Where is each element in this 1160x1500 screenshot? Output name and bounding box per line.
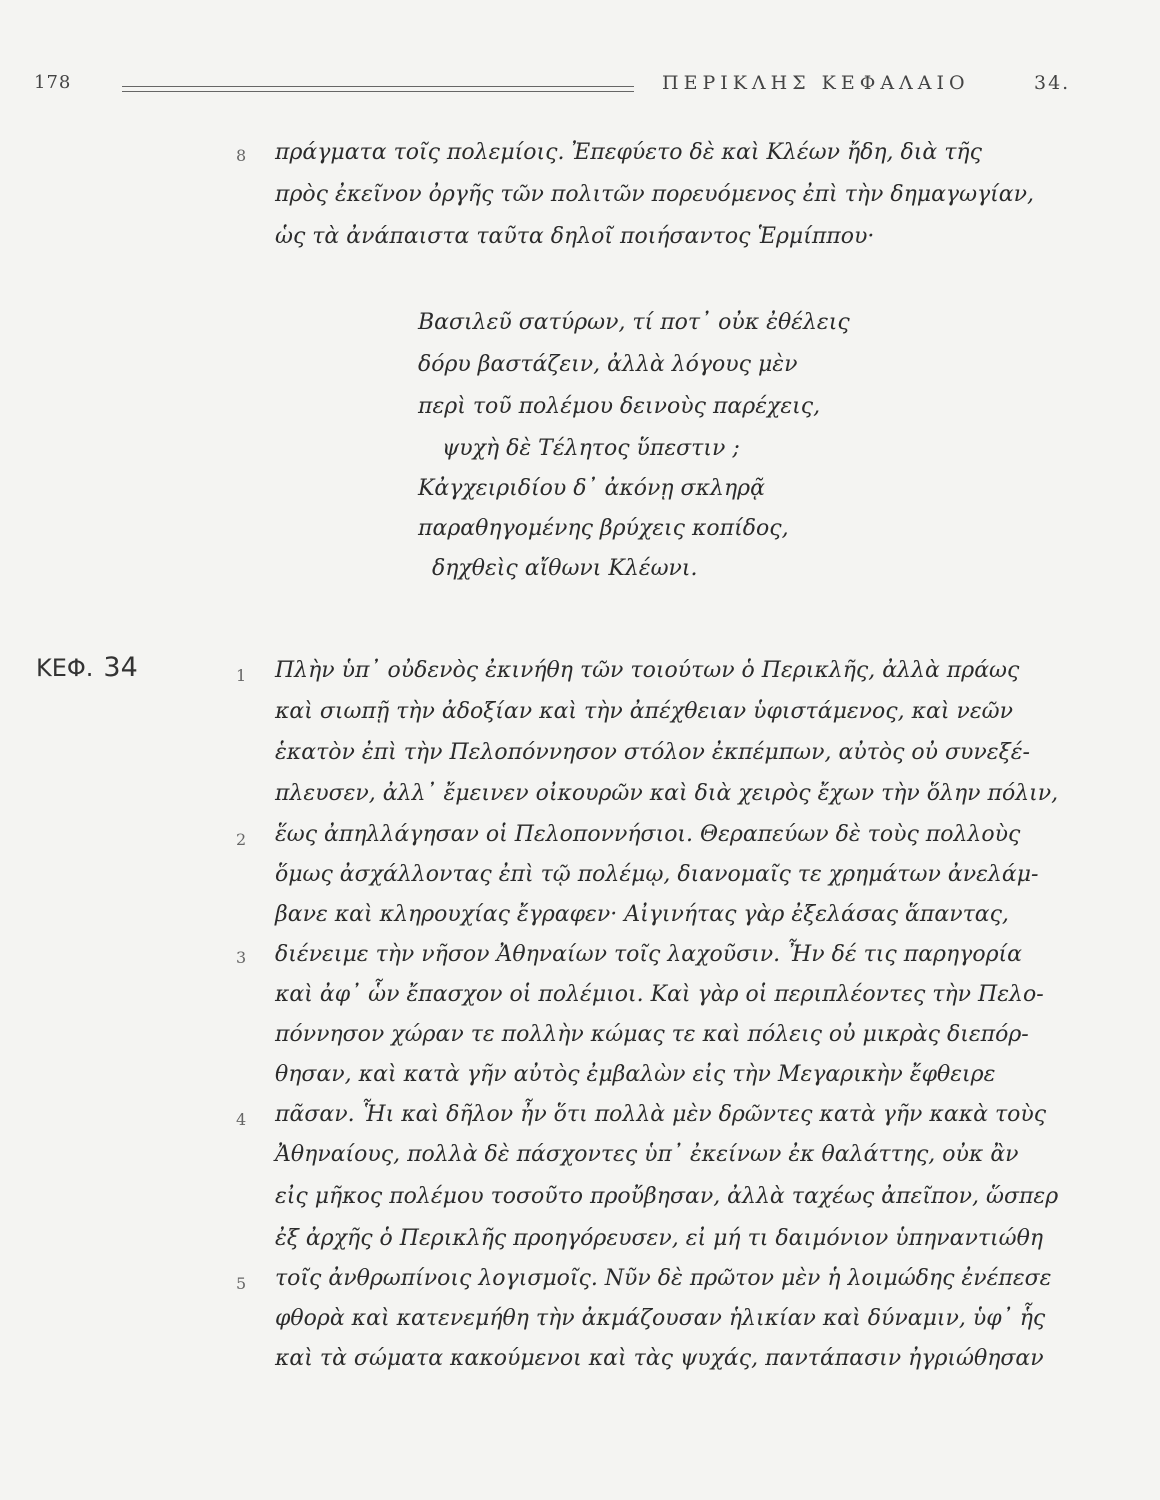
- running-title: ΠΕΡΙΚΛΗΣ ΚΕΦΑΛΑΙΟ: [662, 72, 970, 94]
- intro-line: πρὸς ἐκεῖνον ὀργῆς τῶν πολιτῶν πορευόμενος ἐπὶ τὴν δημαγωγίαν,: [275, 182, 1035, 207]
- chapter-label-number: 34: [103, 652, 138, 683]
- chapter-line: καὶ σιωπῇ τὴν ἀδοξίαν καὶ τὴν ἀπέχθειαν ὑφιστάμενος, καὶ νεῶν: [275, 699, 1013, 724]
- chapter-label: [36, 652, 138, 683]
- chapter-line: τοῖς ἀνθρωπίνοις λογισμοῖς. Νῦν δὲ πρῶτον μὲν ἡ λοιμώδης ἐνέπεσε: [275, 1266, 1052, 1291]
- chapter-line: Πλὴν ὑπ᾽ οὐδενὸς ἐκινήθη τῶν τοιούτων ὁ Περικλῆς, ἀλλὰ πράως: [275, 658, 1020, 683]
- chapter-line: πᾶσαν. Ἧι καὶ δῆλον ἦν ὅτι πολλὰ μὲν δρῶντες κατὰ γῆν κακὰ τοὺς: [275, 1102, 1047, 1127]
- verse-line: περὶ τοῦ πολέμου δεινοὺς παρέχεις,: [418, 394, 821, 419]
- section-marker: 4: [236, 1110, 247, 1129]
- section-marker: 3: [236, 948, 247, 967]
- section-marker: 2: [236, 830, 247, 849]
- chapter-line: ὅμως ἀσχάλλοντας ἐπὶ τῷ πολέμῳ, διανομαῖς τε χρημάτων ἀνελάμ-: [275, 862, 1039, 887]
- verse-line: παραθηγομένης βρύχεις κοπίδος,: [418, 516, 789, 541]
- chapter-line: πλευσεν, ἀλλ᾽ ἔμεινεν οἰκουρῶν καὶ διὰ χειρὸς ἔχων τὴν ὅλην πόλιν,: [275, 781, 1059, 806]
- chapter-line: ἐξ ἀρχῆς ὁ Περικλῆς προηγόρευσεν, εἰ μή τι δαιμόνιον ὑπηναντιώθη: [275, 1226, 1044, 1251]
- page-header: [34, 72, 1074, 102]
- chapter-line: καὶ τὰ σώματα κακούμενοι καὶ τὰς ψυχάς, παντάπασιν ἠγριώθησαν: [275, 1346, 1044, 1371]
- chapter-line: βανε καὶ κληρουχίας ἔγραφεν· Αἰγινήτας γὰρ ἐξελάσας ἅπαντας,: [275, 902, 1009, 927]
- chapter-line: φθορὰ καὶ κατενεμήθη τὴν ἀκμάζουσαν ἡλικίαν καὶ δύναμιν, ὑφ᾽ ἧς: [275, 1306, 1046, 1331]
- verse-line: ψυχὴ δὲ Τέλητος ὕπεστιν ;: [442, 436, 740, 461]
- verse-line: Κἀγχειριδίου δ᾽ ἀκόνῃ σκληρᾷ: [418, 476, 765, 501]
- chapter-line: πόννησον χώραν τε πολλὴν κώμας τε καὶ πόλεις οὐ μικρὰς διεπόρ-: [275, 1022, 1029, 1047]
- chapter-line: καὶ ἀφ᾽ ὧν ἔπασχον οἱ πολέμιοι. Καὶ γὰρ οἱ περιπλέοντες τὴν Πελο-: [275, 982, 1044, 1007]
- page-number: 178: [34, 72, 72, 93]
- verse-line: δόρυ βαστάζειν, ἀλλὰ λόγους μὲν: [418, 352, 798, 377]
- chapter-line: ἕως ἀπηλλάγησαν οἱ Πελοποννήσιοι. Θεραπεύων δὲ τοὺς πολλοὺς: [275, 822, 1021, 847]
- chapter-line: θησαν, καὶ κατὰ γῆν αὐτὸς ἐμβαλὼν εἰς τὴν Μεγαρικὴν ἔφθειρε: [275, 1062, 996, 1087]
- intro-line: πράγματα τοῖς πολεμίοις. Ἐπεφύετο δὲ καὶ Κλέων ἤδη, διὰ τῆς: [275, 140, 982, 165]
- chapter-line: ἑκατὸν ἐπὶ τὴν Πελοπόννησον στόλον ἐκπέμπων, αὐτὸς οὐ συνεξέ-: [275, 740, 1030, 765]
- chapter-line: εἰς μῆκος πολέμου τοσοῦτο προὔβησαν, ἀλλὰ ταχέως ἀπεῖπον, ὥσπερ: [275, 1184, 1059, 1209]
- chapter-label-text: ΚΕΦ.: [36, 654, 94, 682]
- verse-line: Βασιλεῦ σατύρων, τί ποτ᾽ οὐκ ἐθέλεις: [418, 310, 850, 335]
- intro-line: ὡς τὰ ἀνάπαιστα ταῦτα δηλοῖ ποιήσαντος Ἑρμίππου·: [275, 224, 875, 249]
- chapter-line: Ἀθηναίους, πολλὰ δὲ πάσχοντες ὑπ᾽ ἐκείνων ἐκ θαλάττης, οὐκ ἂν: [275, 1142, 1019, 1167]
- verse-line: δηχθεὶς αἴθωνι Κλέωνι.: [432, 556, 698, 581]
- header-rule: [122, 86, 634, 92]
- section-marker: 5: [236, 1274, 247, 1293]
- header-chapter-number: 34.: [1034, 72, 1071, 94]
- chapter-line: διένειμε τὴν νῆσον Ἀθηναίων τοῖς λαχοῦσιν. Ἦν δέ τις παρηγορία: [275, 942, 1022, 967]
- section-marker: 1: [236, 666, 247, 685]
- section-marker: 8: [236, 146, 247, 165]
